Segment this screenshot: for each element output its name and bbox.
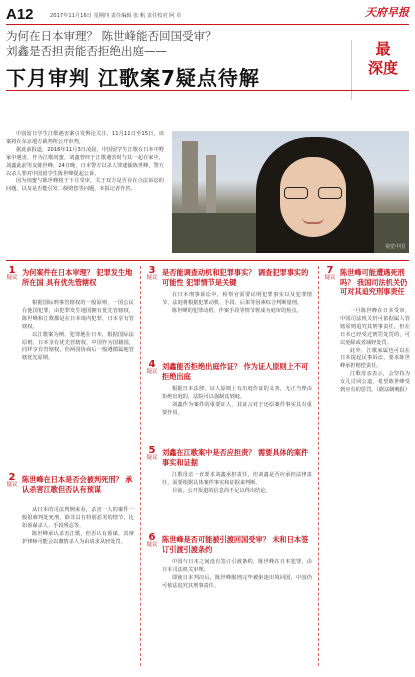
section-paragraph: 即使日本判决后，陈世峰服刑完毕被驱逐出境回国，中国仍可依法追究其刑事责任。 xyxy=(162,574,312,589)
main-headline: 下月审判 江歌案7疑点待解 xyxy=(6,66,260,90)
section-body xyxy=(22,300,134,363)
section-number-tag xyxy=(146,445,158,461)
section-number-tag xyxy=(146,265,158,281)
deck-line-2: 刘鑫是否担责能否拒绝出庭—— xyxy=(6,44,167,58)
section-paragraph: 中国与日本之间没有签订引渡条约，陈世峰在日本犯罪，由日本司法机关审理。 xyxy=(162,559,312,573)
section-paragraph: 一旦陈世峰在日本受审，中国司法机关仍可依据属人管辖原则追究其刑事责任，但在日本已经受过刑罚处罚的，可以免除或者减轻处罚。 xyxy=(340,308,410,346)
deck xyxy=(6,29,341,59)
headline-rule xyxy=(6,90,409,91)
section-number-tag xyxy=(324,265,336,281)
section-label: 疑议 xyxy=(6,481,18,488)
lead-paragraph: 中国留日学生江歌遇害案引发舆论关注，11月11日至15日，该案将在东京地方裁判所公开审判。 xyxy=(6,131,164,145)
section-number: 3 xyxy=(148,265,156,276)
newspaper-logo: 天府早报 xyxy=(365,6,409,19)
section-label: 疑议 xyxy=(6,274,18,281)
section-body xyxy=(22,507,134,547)
section-question: 为何案件在日本审理？ 犯罪发生地所在国 具有优先管辖权 xyxy=(22,268,133,287)
section-paragraph: 此外，江歌家属也可以在日本提起民事诉讼，要求陈世峰承担赔偿责任。 xyxy=(340,347,410,370)
section-question: 陈世峰是否可能被引渡回国受审？ 未和日本签订引渡引渡条约 xyxy=(162,535,309,554)
section-number-tag xyxy=(146,532,158,548)
issue-meta: 2017年11月16日 星期四 责任编辑 张 帆 责任校对 阿 卓 xyxy=(50,13,182,19)
section-label: 疑议 xyxy=(146,541,158,548)
section-paragraph: 目前，公开报道的信息尚不足以得出结论。 xyxy=(172,487,271,494)
section-body xyxy=(162,292,312,316)
section-tag-line-1: 最 xyxy=(375,40,391,58)
section-label: 疑议 xyxy=(324,274,336,281)
section-paragraph: 根据国际刑事管辖权的一般原则，一国公民在他国犯罪，由犯罪发生地国拥有优先管辖权，陈世峰和江歌都是在日本境内犯罪，日本享有管辖权。 xyxy=(22,300,134,330)
glasses-lens-left xyxy=(284,187,308,199)
header-rule xyxy=(6,24,409,25)
section-number: 1 xyxy=(8,265,16,276)
qa-section-2 xyxy=(6,472,136,670)
section-question: 刘鑫能否拒绝出庭作证？ 作为证人原则上不可拒绝出庭 xyxy=(162,362,309,381)
section-question: 陈世峰可能遭遇死刑吗？ 我国司法机关仍可对其追究刑事责任 xyxy=(340,268,408,296)
section-number: 6 xyxy=(148,532,156,543)
section-label: 疑议 xyxy=(146,368,158,375)
section-label: 疑议 xyxy=(146,454,158,461)
photo-building xyxy=(206,155,216,221)
photo-building xyxy=(182,141,198,221)
section-body xyxy=(162,386,312,418)
section-number: 2 xyxy=(8,472,16,483)
section-divider xyxy=(6,260,409,261)
section-body xyxy=(162,559,312,591)
photo-smile xyxy=(302,217,324,224)
qa-section-6 xyxy=(146,532,314,665)
section-number: 7 xyxy=(326,265,334,276)
qa-section-3 xyxy=(146,265,314,358)
section-paragraph: 江歌母亲表示，会坚持为女儿讨回公道，希望陈世峰受到应有的惩罚。（据法制晚报） xyxy=(340,371,411,394)
photo-credit: 视觉中国 xyxy=(384,244,405,250)
column-rule xyxy=(140,266,141,666)
qa-section-1 xyxy=(6,265,136,468)
lead-paragraphs xyxy=(6,131,164,194)
section-paragraph: 以江歌案为例，犯罪地在日本，根据国际法原则，日本享有优先管辖权，中国作为国籍国，同样享有管辖权，但两国协商后一般遵循属地管辖优先原则。 xyxy=(22,331,134,362)
section-number-tag xyxy=(6,472,18,488)
section-paragraph: 根据日本法律，证人原则上有出庭作证的义务，无正当理由拒绝出庭的，法院可以强制其到庭。 xyxy=(162,386,312,400)
section-tag-rule xyxy=(351,40,352,100)
qa-section-4 xyxy=(146,359,314,442)
section-number-tag xyxy=(6,265,18,281)
lead-paragraph: 因为闺蜜与陈世峰将于下月受审，关于双方是否存在合法诉讼的问题，以及是否能引发二级赔偿等问题，本报记者作答。 xyxy=(6,178,164,193)
section-number: 5 xyxy=(148,445,156,456)
section-body xyxy=(340,308,410,395)
section-question: 刘鑫在江歌案中是否应担责？ 需要具体的案件事实和证据 xyxy=(162,448,309,467)
page-header xyxy=(6,4,409,26)
section-paragraph: 陈世峰的犯罪动机、作案手段等情节将成为庭审的焦点。 xyxy=(172,307,302,314)
section-tag-line-2: 深度 xyxy=(367,59,398,77)
page-number: A12 xyxy=(6,6,34,23)
section-body xyxy=(162,472,312,496)
portrait-photo xyxy=(172,131,409,253)
section-paragraph: 从日本的司法判例来看，杀害一人的案件一般很难判处死刑，除非具有特别恶劣的情节，比如预谋杀人、手段残忍等。 xyxy=(22,507,134,529)
section-paragraph: 江歌母亲一直要求刘鑫承担责任，但刘鑫是否应承担法律责任，需要根据具体案件事实和证据来判断。 xyxy=(162,472,312,486)
photo-glasses xyxy=(284,187,342,199)
lead-paragraph: 据此前报道，2016年11月3日凌晨，中国留学生江歌在日本中野家中遇害，作为江歌闺蜜，刘鑫曾经于江歌遇害时与其一起在家中，刘鑫此前男友陈世峰，24日晚，日本警方以杀人罪逮捕陈世峰，警方以杀人罪对中国留学生陈世峰提起公诉。 xyxy=(6,146,164,177)
section-number: 4 xyxy=(148,359,156,370)
section-paragraph: 在日本刑事诉讼中，检察官需要证明犯罪事实以及犯罪情节，法庭将根据犯罪动机、手段、后果等因素综合判断量刑。 xyxy=(162,292,312,306)
qa-section-5 xyxy=(146,445,314,528)
section-question: 是否能调查动机和犯罪事实？ 调查犯罪事实的可能性 犯罪情节是关键 xyxy=(162,268,309,287)
deck-line-1: 为何在日本审理？ 陈世峰能否回国受审？ xyxy=(6,29,217,43)
section-question: 陈世峰在日本是否会被判死刑？ 承认杀害江歌但否认有预谋 xyxy=(22,475,133,494)
section-number-tag xyxy=(146,359,158,375)
section-paragraph: 刘鑫作为案件的重要证人，其证言对于还原案件事实具有重要作用。 xyxy=(162,401,312,416)
qa-section-7 xyxy=(324,265,411,668)
section-paragraph: 陈世峰承认杀害江歌，但否认有预谋，其辩护律师可能会以激情杀人为由请求从轻处罚。 xyxy=(22,530,134,545)
section-label: 疑议 xyxy=(146,274,158,281)
section-tag xyxy=(357,40,409,100)
glasses-lens-right xyxy=(318,187,342,199)
column-rule xyxy=(318,266,319,666)
